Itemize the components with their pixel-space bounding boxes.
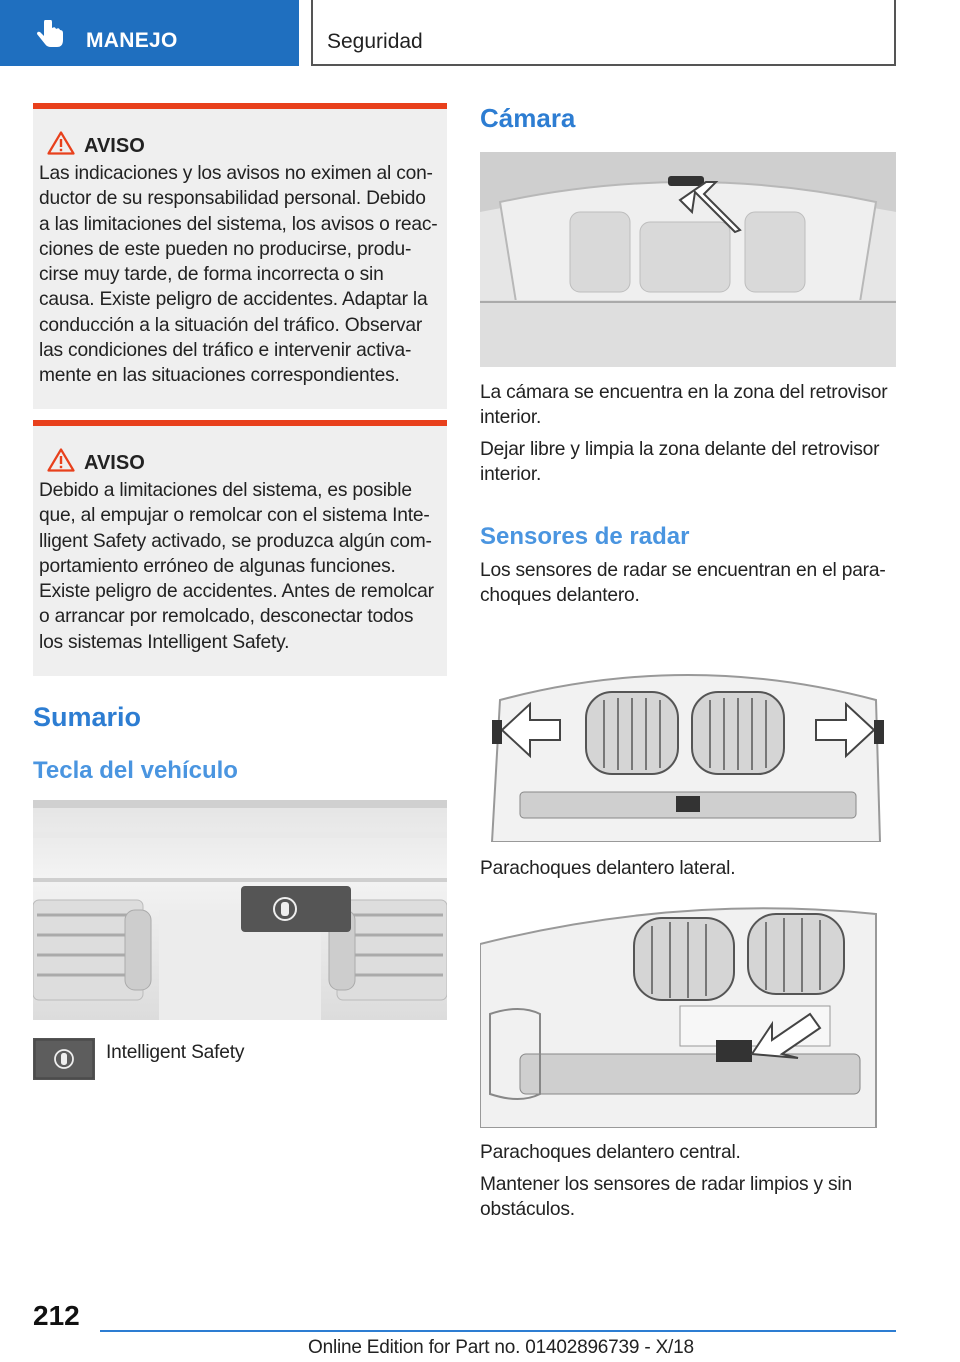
caption-lateral: Parachoques delantero lateral. — [480, 858, 736, 879]
hand-pointer-icon — [34, 20, 66, 50]
front-bumper-central-photo — [480, 904, 896, 1128]
radar-text: Los sensores de radar se encuentran en el para- choques delantero. — [480, 560, 886, 607]
warning-triangle-icon — [47, 131, 75, 155]
warning-title: AVISO — [84, 452, 145, 474]
warning-box — [33, 103, 447, 409]
warning-text: Debido a limitaciones del sistema, es posible que, al empujar o remolcar con el sistema Inte- lligent Safety activado, se produzca algún com- portamiento erróneo de algunas funciones. Existe peligro de accidentes. Antes de remolcar o arrancar por remolcado, desconectar todos los sistemas Intelligent Safety. — [39, 480, 434, 653]
radar-heading: Sensores de radar — [480, 523, 690, 550]
page-number: 212 — [33, 1300, 80, 1331]
front-bumper-lateral-photo — [480, 620, 896, 842]
vehicle-button-photo — [33, 800, 447, 1020]
camera-text-1: La cámara se encuentra en la zona del retrovisor interior. — [480, 382, 888, 429]
camera-text-2: Dejar libre y limpia la zona delante del retrovisor interior. — [480, 439, 880, 486]
topic-header — [311, 0, 896, 66]
warning-triangle-icon — [47, 448, 75, 472]
topic-label: Seguridad — [327, 30, 423, 53]
caption-central: Parachoques delantero central. — [480, 1142, 741, 1163]
warning-box — [33, 420, 447, 676]
button-caption: Intelligent Safety — [106, 1042, 245, 1063]
subsection-heading: Tecla del vehículo — [33, 757, 238, 784]
edition-text: Online Edition for Part no. 01402896739 - X/18 — [308, 1337, 694, 1358]
camera-heading: Cámara — [480, 103, 576, 133]
intelligent-safety-icon — [33, 1038, 95, 1080]
camera-location-photo — [480, 152, 896, 367]
warning-title: AVISO — [84, 135, 145, 157]
warning-text: Las indicaciones y los avisos no eximen al con- ductor de su responsabilidad personal. Debido a las limitaciones del sistema, los avisos o reac- ciones de este pueden no producirse, produ- cirse muy tarde, de forma incorrecta o sin causa. Existe peligro de accidentes. Adaptar la conducción a la situación del tráfico. Observar las condiciones del tráfico e intervenir activa- mente en las situaciones correspondientes. — [39, 163, 438, 387]
radar-text-2: Mantener los sensores de radar limpios y sin obstáculos. — [480, 1174, 852, 1221]
section-label: MANEJO — [86, 29, 178, 52]
section-tab[interactable] — [0, 0, 299, 66]
footer-divider — [100, 1330, 896, 1332]
section-heading: Sumario — [33, 702, 142, 732]
